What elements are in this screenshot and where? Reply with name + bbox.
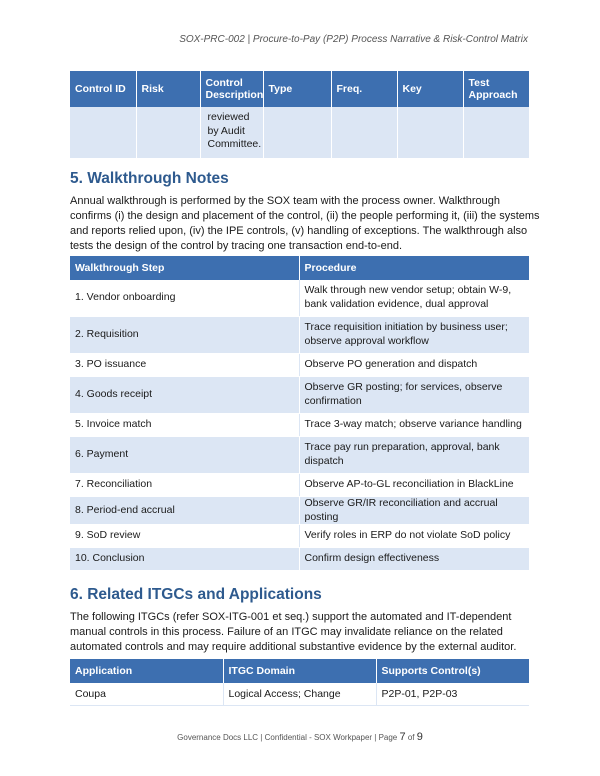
- itgc-paragraph: The following ITGCs (refer SOX-ITG-001 et seq.) support the automated and IT-dependent manual controls in this process. Failure of an ITGC may invalidate reliance on the related automated controls and may require additional substantive evidence by the external auditor.: [70, 611, 517, 653]
- table-row: [70, 548, 529, 571]
- table-row: [70, 377, 529, 414]
- cell-procedure: Trace 3-way match; observe variance handling: [299, 414, 529, 437]
- col-control-id: Control ID: [70, 71, 136, 107]
- control-table: [70, 71, 529, 158]
- table-row: [70, 437, 529, 474]
- cell-procedure: Walk through new vendor setup; obtain W-9, bank validation evidence, dual approval: [299, 280, 529, 317]
- cell-control-id: [70, 107, 136, 158]
- col-key: Key: [397, 71, 463, 107]
- col-procedure: Procedure: [299, 256, 529, 280]
- cell-step: 7. Reconciliation: [70, 474, 299, 497]
- cell-step: 5. Invoice match: [70, 414, 299, 437]
- table-row: [70, 317, 529, 354]
- cell-procedure: Observe GR posting; for services, observe confirmation: [299, 377, 529, 414]
- table-row: [70, 525, 529, 548]
- page-footer: [0, 731, 600, 743]
- section-heading-itgcs: 6. Related ITGCs and Applications: [70, 586, 322, 603]
- footer-page-total: 9: [416, 731, 423, 743]
- col-freq: Freq.: [331, 71, 397, 107]
- cell-step: 10. Conclusion: [70, 548, 299, 571]
- col-control-description: Control Description: [200, 71, 263, 107]
- footer-text: Governance Docs LLC | Confidential - SOX Workpaper | Page: [177, 733, 400, 742]
- cell-step: 2. Requisition: [70, 317, 299, 354]
- section-heading-walkthrough: 5. Walkthrough Notes: [70, 170, 229, 187]
- table-row: [70, 107, 529, 158]
- control-table-header: [70, 71, 529, 107]
- walkthrough-table: [70, 256, 529, 571]
- cell-step: 3. PO issuance: [70, 354, 299, 377]
- cell-step: 8. Period-end accrual: [70, 497, 299, 525]
- application-table-header: [70, 659, 529, 683]
- cell-type: [263, 107, 331, 158]
- cell-procedure: Observe GR/IR reconciliation and accrual posting: [299, 497, 529, 525]
- col-walkthrough-step: Walkthrough Step: [70, 256, 299, 280]
- cell-procedure: Confirm design effectiveness: [299, 548, 529, 571]
- col-itgc-domain: ITGC Domain: [223, 659, 376, 683]
- cell-procedure: Observe PO generation and dispatch: [299, 354, 529, 377]
- col-test-approach: Test Approach: [463, 71, 529, 107]
- table-row: [70, 280, 529, 317]
- cell-step: 9. SoD review: [70, 525, 299, 548]
- cell-procedure: Trace pay run preparation, approval, bank dispatch: [299, 437, 529, 474]
- cell-application: Coupa: [70, 683, 223, 706]
- footer-page-number: 7: [399, 731, 406, 743]
- cell-description: reviewed by Audit Committee.: [200, 107, 263, 158]
- cell-step: 6. Payment: [70, 437, 299, 474]
- cell-procedure: Observe AP-to-GL reconciliation in BlackLine: [299, 474, 529, 497]
- cell-supports-controls: P2P-01, P2P-03: [376, 683, 529, 706]
- cell-procedure: Verify roles in ERP do not violate SoD policy: [299, 525, 529, 548]
- table-row: [70, 474, 529, 497]
- col-application: Application: [70, 659, 223, 683]
- cell-procedure: Trace requisition initiation by business user; observe approval workflow: [299, 317, 529, 354]
- col-risk: Risk: [136, 71, 200, 107]
- col-supports-controls: Supports Control(s): [376, 659, 529, 683]
- walkthrough-table-header: [70, 256, 529, 280]
- cell-itgc-domain: Logical Access; Change: [223, 683, 376, 706]
- table-row: [70, 497, 529, 525]
- walkthrough-paragraph: Annual walkthrough is performed by the SOX team with the process owner. Walkthrough confirms (i) the design and placement of the control, (ii) the people performing it, (iii) the systems and reports relied upon, (iv) the IPE controls, (v) handling of exceptions. The walkthrough also tests the design of the control by tracing one transaction end-to-end.: [70, 195, 540, 252]
- cell-test-approach: [463, 107, 529, 158]
- page-header: SOX-PRC-002 | Procure-to-Pay (P2P) Process Narrative & Risk-Control Matrix: [179, 34, 528, 45]
- cell-key: [397, 107, 463, 158]
- table-row: [70, 354, 529, 377]
- application-table: [70, 659, 529, 706]
- cell-step: 1. Vendor onboarding: [70, 280, 299, 317]
- table-row: [70, 683, 529, 706]
- footer-of: of: [405, 733, 417, 742]
- cell-risk: [136, 107, 200, 158]
- cell-step: 4. Goods receipt: [70, 377, 299, 414]
- table-row: [70, 414, 529, 437]
- cell-freq: [331, 107, 397, 158]
- col-type: Type: [263, 71, 331, 107]
